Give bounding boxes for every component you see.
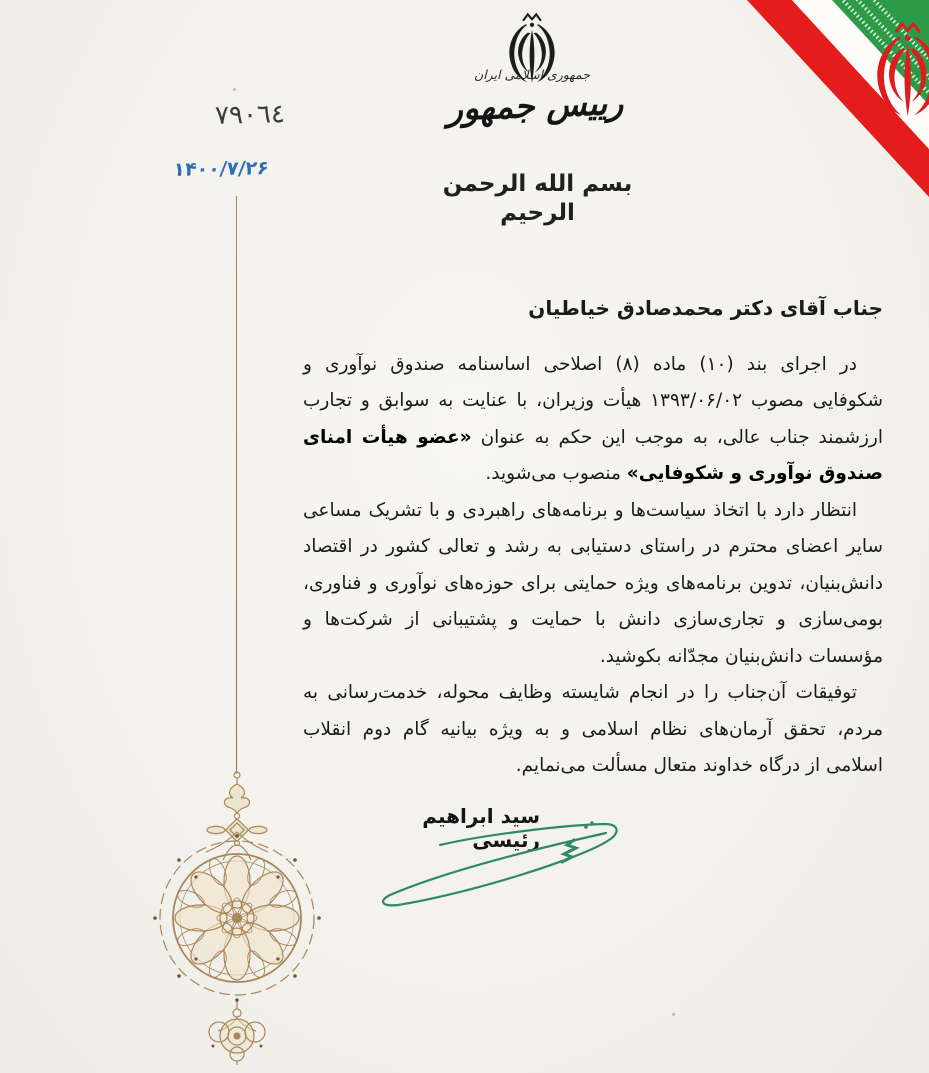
org-line: جمهوری اسلامی ایران <box>474 67 590 82</box>
bismillah-calligraphy: بسم الله الرحمن الرحیم <box>442 171 633 226</box>
appointment-title: «عضو هیأت امنای صندوق نوآوری و شکوفایی» <box>303 426 883 484</box>
signature-ink-icon <box>358 808 653 933</box>
paper-speck <box>233 88 236 91</box>
paragraph-wishes: توفیقات آن‌جناب را در انجام شایسته وظایف محوله، خدمت‌رسانی به مردم، تحقق آرمان‌های نظام اسلامی و به ویژه بیانیه گام دوم انقلاب اسلامی از درگاه خداوند متعال مسألت می‌نمایم. <box>303 682 883 776</box>
salutation: جناب آقای دکتر محمدصادق خیاطیان <box>528 296 883 320</box>
paragraph1-closing: منصوب می‌شوید. <box>485 463 627 484</box>
date-stamp: ۱۴۰۰/۷/۲۶ <box>172 157 270 181</box>
paper-speck <box>672 1013 675 1016</box>
iran-flag-ribbon-icon <box>668 0 929 230</box>
ornament-hanging-line <box>236 196 237 774</box>
paragraph-expectations: انتظار دارد با اتخاذ سیاست‌ها و برنامه‌های راهبردی و با تشریک مساعی سایر اعضای محترم در راستای دستیابی به رشد و تعالی کشور در اقتصاد دانش‌بنیان، تدوین برنامه‌های ویژه حمایتی برای حوزه‌های نوآوری و فناوری، بومی‌سازی و تجاری‌سازی دانش با حمایت و پشتیبانی از شرکت‌ها و مؤسسات دانش‌بنیان مجدّانه بکوشید. <box>303 499 883 667</box>
handwritten-reference-number: ٧٩٠٦٤ <box>214 99 286 131</box>
paragraph1-text: در اجرای بند (۱۰) ماده (۸) اصلاحی اساسنامه صندوق نوآوری و شکوفایی مصوب ۱۳۹۳/۰۶/۰۲ هیأت وزیران، با عنایت به سوابق و تجارب ارزشمند جناب عالی، به موجب این حکم به عنوان <box>303 353 883 448</box>
signatory-name: سید ابراهیم رئیسی <box>422 804 540 852</box>
gold-arabesque-medallion-icon <box>144 770 330 1066</box>
letter-body <box>303 290 883 785</box>
paragraph-appointment <box>303 347 883 493</box>
president-title-calligraphy: رییس جمهور <box>446 82 624 129</box>
